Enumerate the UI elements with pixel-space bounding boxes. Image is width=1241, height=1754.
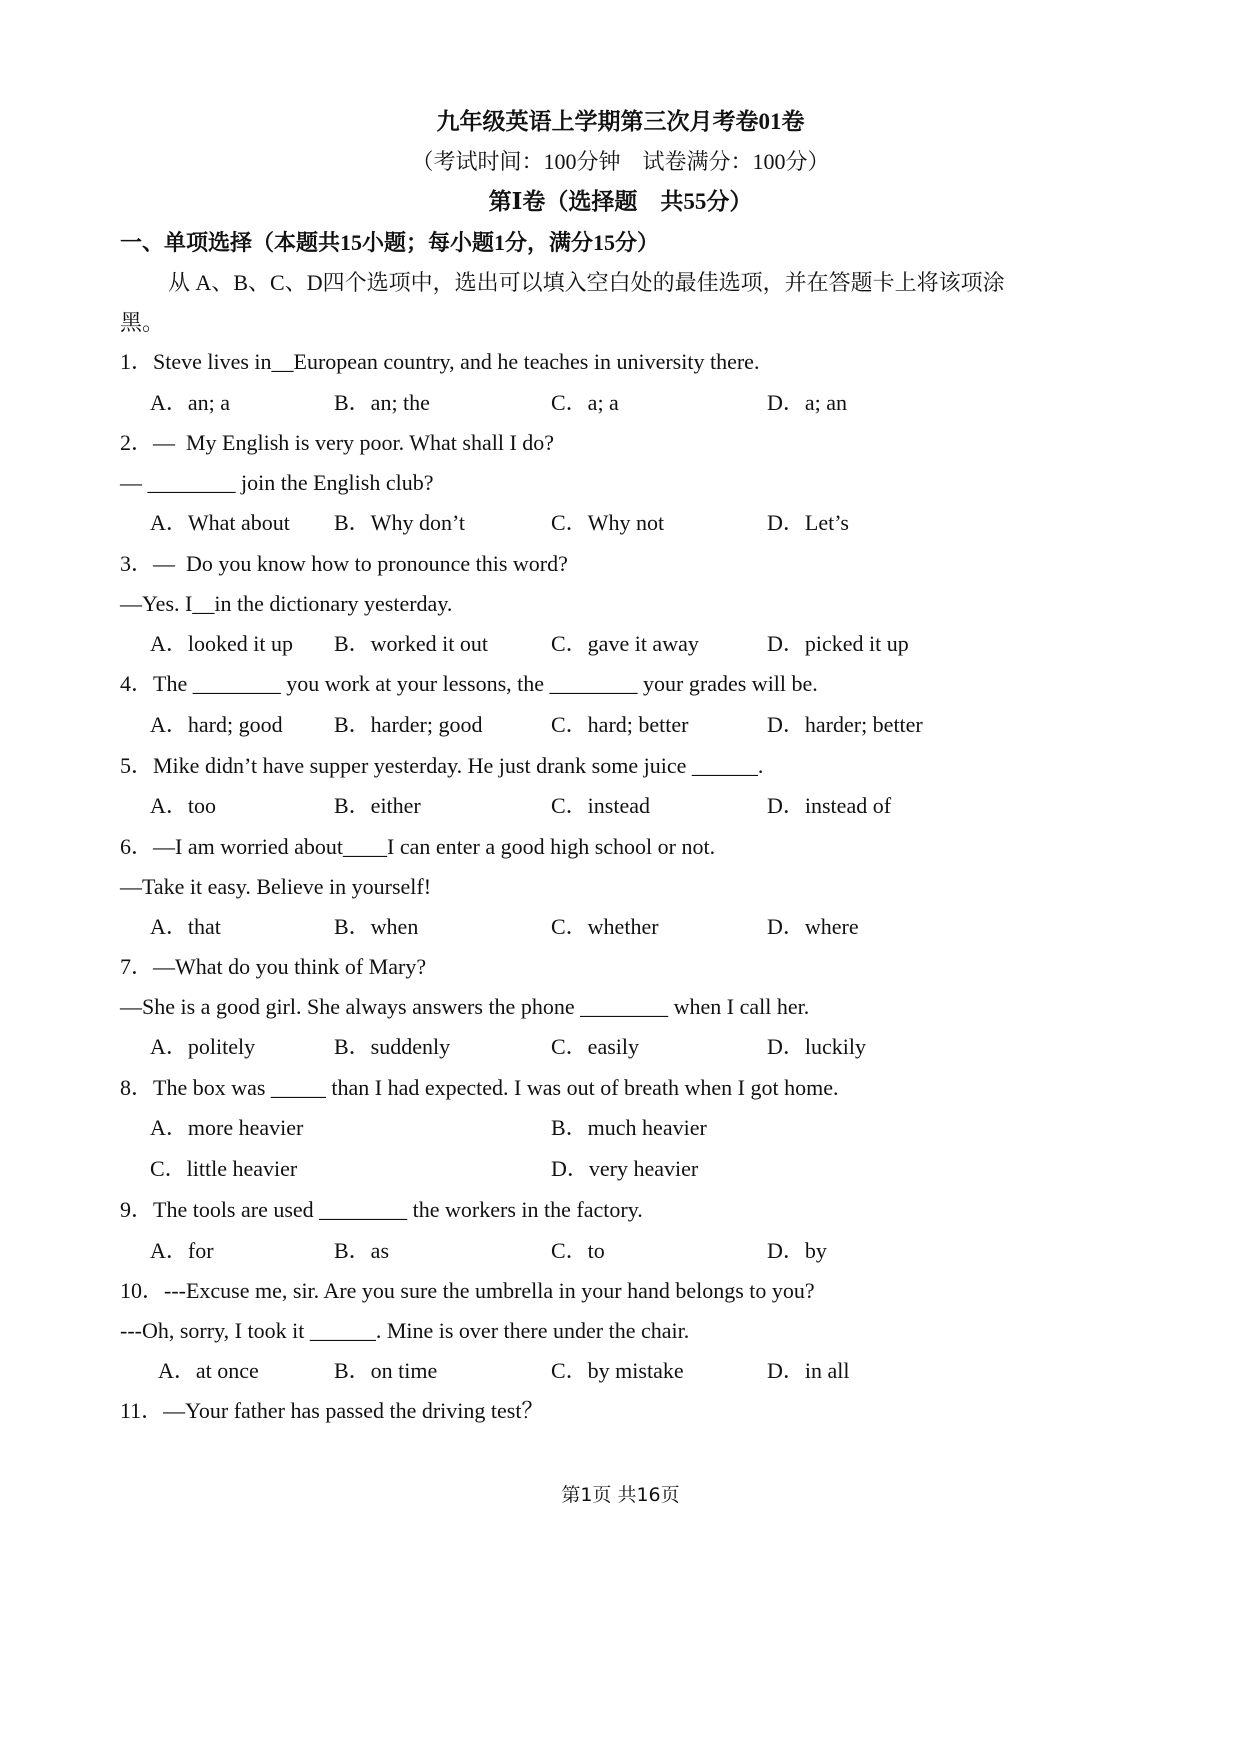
option-b[interactable]: B．harder; good <box>334 712 483 737</box>
option-c[interactable]: C．to <box>551 1238 605 1263</box>
option-b[interactable]: B．suddenly <box>334 1034 451 1059</box>
option-d[interactable]: D．luckily <box>767 1034 866 1059</box>
option-d[interactable]: D．picked it up <box>767 631 909 656</box>
option-d[interactable]: D．harder; better <box>767 712 923 737</box>
option-a[interactable]: A．looked it up <box>150 631 293 656</box>
option-b[interactable]: B．worked it out <box>334 631 488 656</box>
option-c[interactable]: C．by mistake <box>551 1358 684 1383</box>
option-b[interactable]: B．either <box>334 793 421 818</box>
question-stem-line: —She is a good girl. She always answers the phone ________ when I call her. <box>120 994 810 1019</box>
question-stem: 2．— My English is very poor. What shall I do? <box>120 430 555 455</box>
option-a[interactable]: A．for <box>150 1238 214 1263</box>
page-number: 第1页 共16页 <box>561 1484 680 1506</box>
question-stem: 9．The tools are used ________ the workers in the factory. <box>120 1197 643 1222</box>
option-b[interactable]: B．much heavier <box>551 1115 707 1140</box>
option-c[interactable]: C．easily <box>551 1034 639 1059</box>
option-a[interactable]: A．at once <box>158 1358 259 1383</box>
option-a[interactable]: A．What about <box>150 510 290 535</box>
question-stem-line: ---Oh, sorry, I took it ______. Mine is over there under the chair. <box>120 1318 690 1343</box>
option-a[interactable]: A．politely <box>150 1034 256 1059</box>
option-d[interactable]: D．where <box>767 914 859 939</box>
option-c[interactable]: C．Why not <box>551 510 665 535</box>
exam-title: 九年级英语上学期第三次月考卷01卷 <box>436 109 805 134</box>
option-c[interactable]: C．a; a <box>551 390 619 415</box>
option-a[interactable]: A．hard; good <box>150 712 283 737</box>
section-instruction: 从 A、B、C、D四个选项中，选出可以填入空白处的最佳选项，并在答题卡上将该项涂 <box>168 270 1005 295</box>
option-a[interactable]: A．too <box>150 793 217 818</box>
exam-info: （考试时间：100分钟 试卷满分：100分） <box>411 149 830 174</box>
option-a[interactable]: A．that <box>150 914 221 939</box>
option-b[interactable]: B．when <box>334 914 419 939</box>
option-a[interactable]: A．more heavier <box>150 1115 304 1140</box>
option-d[interactable]: D．by <box>767 1238 827 1263</box>
option-d[interactable]: D．Let’s <box>767 510 849 535</box>
question-stem: 3．— Do you know how to pronounce this word? <box>120 551 568 576</box>
option-c[interactable]: C．instead <box>551 793 650 818</box>
question-stem: 11．—Your father has passed the driving test？ <box>120 1398 544 1423</box>
question-stem: 6．—I am worried about____I can enter a good high school or not. <box>120 834 716 859</box>
question-stem: 5．Mike didn’t have supper yesterday. He just drank some juice ______. <box>120 753 764 778</box>
option-d[interactable]: D．instead of <box>767 793 892 818</box>
option-d[interactable]: D．a; an <box>767 390 848 415</box>
option-b[interactable]: B．Why don’t <box>334 510 465 535</box>
section-heading: 一、单项选择（本题共15小题；每小题1分，满分15分） <box>120 230 660 255</box>
question-stem-line: — ________ join the English club? <box>120 470 434 495</box>
option-c[interactable]: C．little heavier <box>150 1156 298 1181</box>
option-c[interactable]: C．gave it away <box>551 631 699 656</box>
question-stem: 4．The ________ you work at your lessons, the ________ your grades will be. <box>120 671 818 696</box>
question-stem: 1．Steve lives in__European country, and he teaches in university there. <box>120 349 760 374</box>
option-b[interactable]: B．on time <box>334 1358 438 1383</box>
option-c[interactable]: C．whether <box>551 914 659 939</box>
question-stem: 7．—What do you think of Mary? <box>120 954 427 979</box>
part-title: 第Ⅰ卷（选择题 共55分） <box>488 189 753 214</box>
question-stem: 8．The box was _____ than I had expected. I was out of breath when I got home. <box>120 1075 839 1100</box>
question-stem-line: —Yes. I__in the dictionary yesterday. <box>120 591 453 616</box>
option-d[interactable]: D．in all <box>767 1358 850 1383</box>
option-c[interactable]: C．hard; better <box>551 712 689 737</box>
option-b[interactable]: B．an; the <box>334 390 430 415</box>
question-stem: 10．---Excuse me, sir. Are you sure the umbrella in your hand belongs to you? <box>120 1278 815 1303</box>
question-stem-line: —Take it easy. Believe in yourself! <box>120 874 432 899</box>
option-d[interactable]: D．very heavier <box>551 1156 699 1181</box>
option-b[interactable]: B．as <box>334 1238 390 1263</box>
section-instruction-continued: 黑。 <box>120 310 165 335</box>
option-a[interactable]: A．an; a <box>150 390 231 415</box>
